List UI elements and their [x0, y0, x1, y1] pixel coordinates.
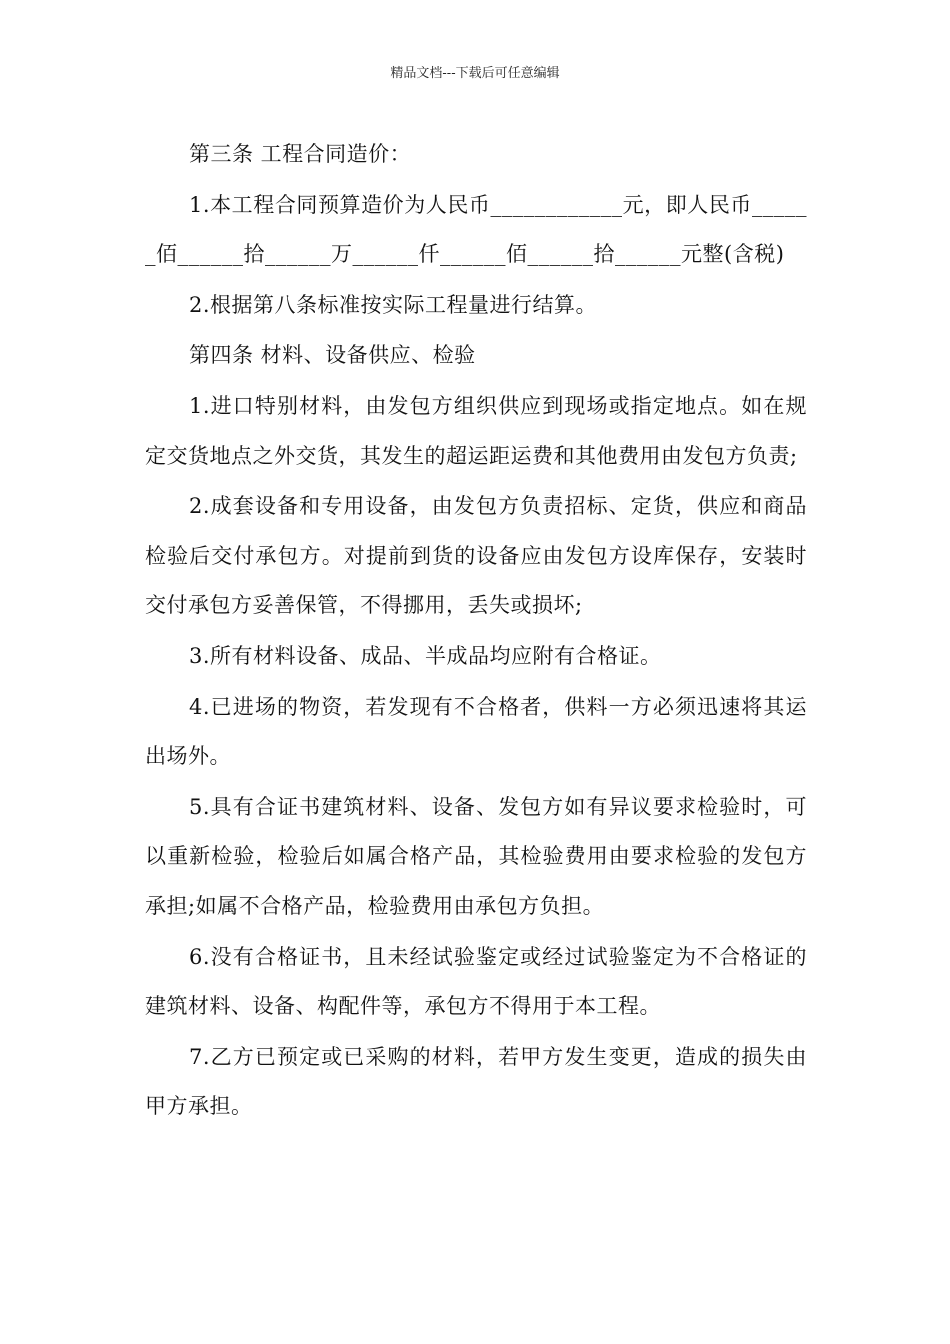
document-body — [145, 130, 807, 1133]
article-3-clause-1: 1.本工程合同预算造价为人民币____________元，即人民币______佰______拾______万______仟______佰______拾______元整(含税) — [145, 192, 807, 267]
article-4-clause-6: 6.没有合格证书，且未经试验鉴定或经过试验鉴定为不合格证的建筑材料、设备、构配件等，承包方不得用于本工程。 — [145, 944, 807, 1019]
article-3-heading: 第三条 工程合同造价： — [189, 142, 412, 166]
article-4-clause-4: 4.已进场的物资，若发现有不合格者，供料一方必须迅速将其运出场外。 — [145, 694, 807, 769]
article-4-clause-7: 7.乙方已预定或已采购的材料，若甲方发生变更，造成的损失由甲方承担。 — [145, 1044, 807, 1119]
article-4-clause-5: 5.具有合证书建筑材料、设备、发包方如有异议要求检验时，可以重新检验，检验后如属合格产品，其检验费用由要求检验的发包方承担;如属不合格产品，检验费用由承包方负担。 — [145, 794, 807, 918]
article-3-clause-2: 2.根据第八条标准按实际工程量进行结算。 — [189, 292, 598, 317]
article-4-heading: 第四条 材料、设备供应、检验 — [189, 343, 476, 368]
page-header: 精品文档---下载后可任意编辑 — [390, 66, 560, 81]
article-4-clause-1: 1.进口特别材料，由发包方组织供应到现场或指定地点。如在规定交货地点之外交货，其发生的超运距运费和其他费用由发包方负责; — [145, 393, 807, 468]
article-4-clause-3: 3.所有材料设备、成品、半成品均应附有合格证。 — [189, 643, 662, 668]
article-4-clause-2: 2.成套设备和专用设备，由发包方负责招标、定货，供应和商品检验后交付承包方。对提前到货的设备应由发包方设库保存，安装时交付承包方妥善保管，不得挪用，丢失或损坏; — [145, 494, 807, 618]
